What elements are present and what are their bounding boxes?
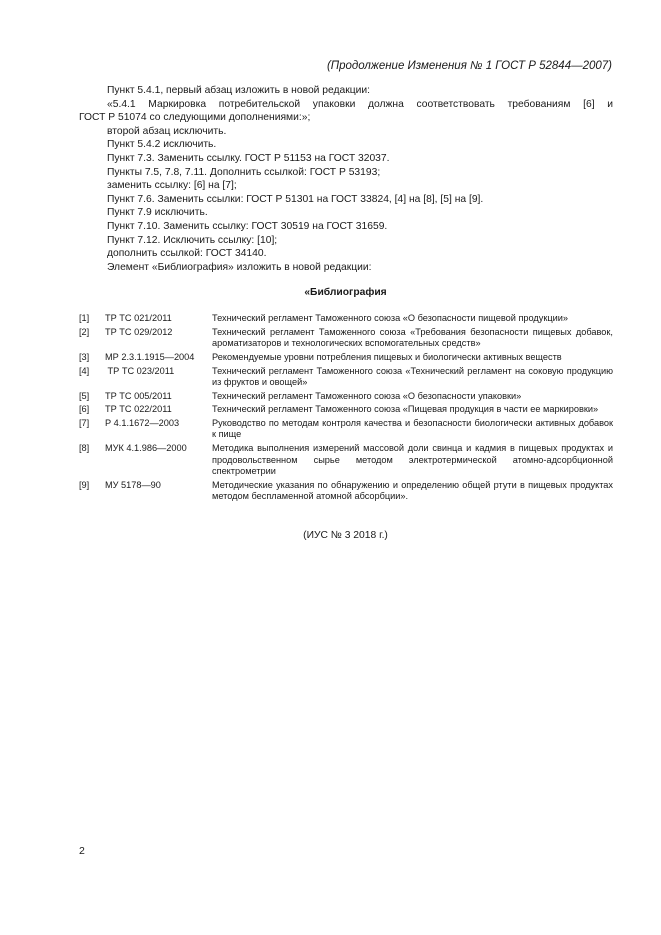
paragraph: Пункт 7.10. Заменить ссылку: ГОСТ 30519 на ГОСТ 31659. (107, 220, 388, 232)
paragraph: дополнить ссылкой: ГОСТ 34140. (107, 248, 267, 260)
paragraph: Пункты 7.5, 7.8, 7.11. Дополнить ссылкой: ГОСТ Р 53193; (107, 166, 381, 178)
paragraph: второй абзац исключить. (107, 125, 227, 137)
entry-description: Технический регламент Таможенного союза «Технический регламент на соковую продукцию из фруктов и овощей» (212, 365, 613, 387)
paragraph: Пункт 7.12. Исключить ссылку: [10]; (107, 234, 278, 246)
entry-number: [6] (79, 404, 90, 415)
entry-description: Технический регламент Таможенного союза «Пищевая продукция в части ее маркировки» (212, 404, 599, 415)
entry-number: [5] (79, 390, 90, 401)
ius-reference: (ИУС № 3 2018 г.) (303, 530, 388, 541)
entry-code: ТР ТС 005/2011 (105, 390, 172, 401)
paragraph: Пункт 5.4.2 исключить. (107, 139, 217, 151)
entry-description: Руководство по методам контроля качества и безопасности биологически активных добавок к пище (212, 418, 613, 440)
entry-description: Методика выполнения измерений массовой доли свинца и кадмия в пищевых продуктах и продовольственном сырье методом электротермической атомно-адсорбционной спектрометрии (212, 443, 613, 476)
paragraph: Пункт 5.4.1, первый абзац изложить в новой редакции: (107, 85, 371, 96)
bibliography-entry (79, 443, 613, 477)
page-number: 2 (79, 845, 85, 857)
entry-code: МР 2.3.1.1915—2004 (105, 351, 195, 362)
running-header: (Продолжение Изменения № 1 ГОСТ Р 52844—2007) (326, 60, 612, 72)
entry-number: [4] (79, 365, 90, 376)
bibliography-entry (79, 313, 613, 324)
entry-number: [1] (79, 313, 90, 323)
amendment-text (79, 84, 613, 274)
paragraph: Пункт 7.9 исключить. (107, 207, 208, 219)
paragraph: Пункт 7.6. Заменить ссылки: ГОСТ Р 51301 на ГОСТ 33824, [4] на [8], [5] на [9]. (107, 193, 484, 205)
bibliography-entry (79, 391, 613, 402)
entry-number: [8] (79, 443, 90, 454)
entry-code: ТР ТС 022/2011 (105, 404, 172, 415)
entry-description: Технический регламент Таможенного союза «Требования безопасности пищевых добавок, ароматизаторов и технологических вспомогательных средств» (212, 326, 613, 349)
bibliography-entry (79, 327, 613, 350)
entry-code: МУ 5178—90 (105, 479, 161, 490)
entry-code: Р 4.1.1672—2003 (105, 418, 180, 429)
paragraph: заменить ссылку: [6] на [7]; (107, 180, 237, 192)
entry-description: Технический регламент Таможенного союза «О безопасности упаковки» (212, 390, 522, 401)
paragraph: ГОСТ Р 51074 со следующими дополнениями:»; (79, 112, 311, 124)
entry-description: Технический регламент Таможенного союза «О безопасности пищевой продукции» (212, 313, 569, 323)
entry-code: ТР ТС 029/2012 (105, 326, 173, 337)
entry-code: ТР ТС 021/2011 (105, 313, 172, 323)
bibliography-entry (79, 404, 613, 415)
entry-number: [9] (79, 479, 90, 490)
entry-number: [3] (79, 351, 90, 362)
bibliography-entry (79, 352, 613, 363)
bibliography-title: «Библиография (304, 287, 387, 298)
paragraph: Элемент «Библиография» изложить в новой редакции: (107, 261, 372, 273)
bibliography-entry (79, 366, 613, 389)
entry-number: [7] (79, 418, 90, 429)
bibliography-entry (79, 418, 613, 441)
entry-description: Методические указания по обнаружению и определению общей ртути в пищевых продуктах методом беспламенной атомной абсорбции». (212, 479, 613, 502)
entry-number: [2] (79, 326, 90, 337)
bibliography-entry (79, 480, 613, 503)
bibliography-list (79, 313, 613, 505)
entry-code: МУК 4.1.986—2000 (105, 443, 187, 454)
entry-description: Рекомендуемые уровни потребления пищевых и биологически активных веществ (212, 351, 562, 362)
entry-code: ТР ТС 023/2011 (105, 365, 175, 376)
paragraph: «5.4.1 Маркировка потребительской упаковки должна соответствовать требованиям [6] и (107, 98, 613, 110)
paragraph: Пункт 7.3. Заменить ссылку. ГОСТ Р 51153 на ГОСТ 32037. (107, 152, 390, 164)
